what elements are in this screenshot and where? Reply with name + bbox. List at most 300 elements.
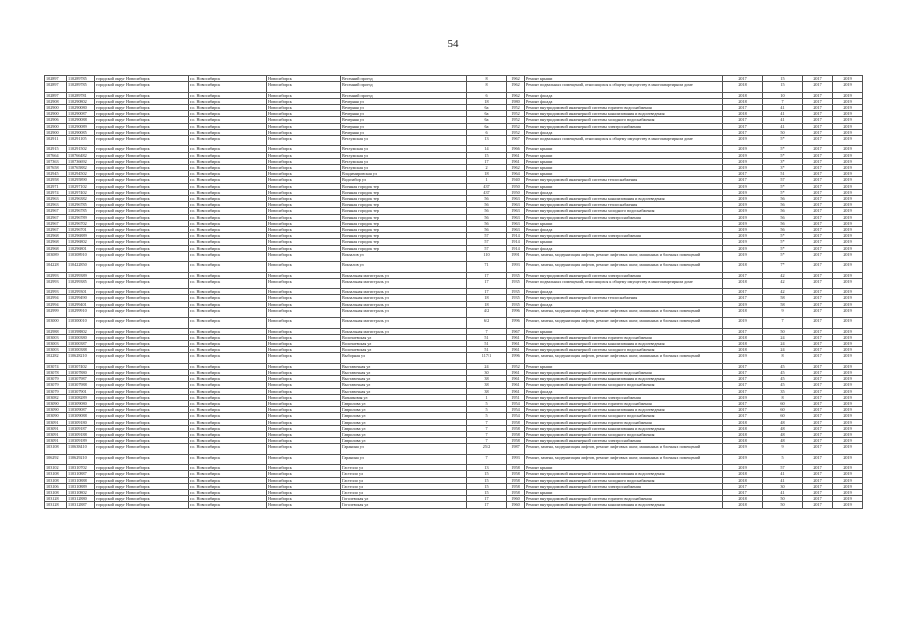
cell-street: Ветлужская ул: [341, 165, 467, 171]
cell-count: 7: [763, 318, 803, 328]
cell-count: 48: [763, 419, 803, 425]
cell-record-id: 110296801: [67, 245, 95, 251]
cell-house-number: 18: [467, 301, 507, 307]
capital-repair-table: [44, 75, 863, 509]
cell-plan-year: 2019: [723, 301, 763, 307]
cell-building-id: 106292: [45, 454, 67, 464]
cell-municipality: г.о. Новосибирск: [189, 388, 267, 394]
cell-period-end: 2019: [833, 183, 863, 189]
cell-plan-year: 2019: [723, 202, 763, 208]
cell-count: 50: [763, 129, 803, 135]
cell-house-number: 6а: [467, 111, 507, 117]
cell-municipality: г.о. Новосибирск: [189, 347, 267, 353]
cell-building-id: 102900: [45, 111, 67, 117]
cell-work-type: Ремонт внутридомовой инженерной системы электроснабжения: [525, 233, 723, 239]
cell-work-type: Ремонт фасада: [525, 227, 723, 233]
cell-build-year: 1964: [507, 171, 525, 177]
cell-city: Новосибирск: [267, 307, 341, 317]
cell-house-number: 38: [467, 376, 507, 382]
cell-work-type: Ремонт внутридомовой инженерной системы холодного водоснабжения: [525, 208, 723, 214]
cell-city: Новосибирск: [267, 425, 341, 431]
cell-record-id: 110290089: [67, 123, 95, 129]
cell-build-year: 1963: [507, 196, 525, 202]
cell-build-year: 1963: [507, 202, 525, 208]
cell-period-end: 2019: [833, 251, 863, 261]
cell-city: Новосибирск: [267, 202, 341, 208]
cell-district: городской округ Новосибирск: [95, 318, 189, 328]
cell-period-start: 2017: [803, 158, 833, 164]
cell-period-start: 2017: [803, 477, 833, 483]
cell-build-year: 1967: [507, 328, 525, 334]
cell-plan-year: 2018: [723, 262, 763, 272]
cell-period-start: 2017: [803, 490, 833, 496]
cell-plan-year: 2019: [723, 146, 763, 152]
cell-municipality: г.о. Новосибирск: [189, 295, 267, 301]
cell-plan-year: 2019: [723, 214, 763, 220]
cell-work-type: Ремонт крыши: [525, 239, 723, 245]
cell-record-id: 110308289: [67, 394, 95, 400]
cell-street: Ветлужская ул: [341, 136, 467, 146]
cell-plan-year: 2019: [723, 165, 763, 171]
cell-record-id: 110300388: [67, 347, 95, 353]
cell-city: Новосибирск: [267, 158, 341, 164]
cell-building-id: 103074: [45, 363, 67, 369]
cell-record-id: 110638410: [67, 444, 95, 454]
cell-period-start: 2017: [803, 117, 833, 123]
cell-count: 5*: [763, 136, 803, 146]
cell-municipality: г.о. Новосибирск: [189, 227, 267, 233]
cell-work-type: Ремонт фасада: [525, 301, 723, 307]
cell-street: Гастелло ул: [341, 490, 467, 496]
cell-street: Гаврилова ул: [341, 419, 467, 425]
cell-plan-year: 2017: [723, 388, 763, 394]
cell-municipality: г.о. Новосибирск: [189, 76, 267, 82]
cell-district: городской округ Новосибирск: [95, 152, 189, 158]
cell-house-number: 18: [467, 295, 507, 301]
cell-municipality: г.о. Новосибирск: [189, 483, 267, 489]
cell-build-year: 1935: [507, 289, 525, 295]
cell-house-number: 6: [467, 92, 507, 98]
cell-building-id: 102908: [45, 98, 67, 104]
cell-period-start: 2017: [803, 146, 833, 152]
cell-plan-year: 2019: [723, 136, 763, 146]
cell-municipality: г.о. Новосибирск: [189, 202, 267, 208]
cell-street: Военная городок тер: [341, 245, 467, 251]
cell-period-start: 2017: [803, 233, 833, 239]
cell-plan-year: 2017: [723, 272, 763, 278]
cell-count: 7*: [763, 262, 803, 272]
cell-build-year: 1940: [507, 177, 525, 183]
cell-district: городской округ Новосибирск: [95, 146, 189, 152]
cell-work-type: Ремонт подвальных помещений, относящихся к общему имуществу в многоквартирном доме: [525, 82, 723, 92]
cell-build-year: 1961: [507, 382, 525, 388]
cell-record-id: 110309088: [67, 413, 95, 419]
cell-count: 5*: [763, 189, 803, 195]
cell-city: Новосибирск: [267, 295, 341, 301]
cell-period-end: 2019: [833, 105, 863, 111]
table-row: [45, 82, 863, 92]
cell-period-end: 2019: [833, 382, 863, 388]
cell-municipality: г.о. Новосибирск: [189, 301, 267, 307]
cell-record-id: 110309188: [67, 432, 95, 438]
cell-period-end: 2019: [833, 98, 863, 104]
cell-work-type: Ремонт, замена, модернизация лифтов, ремонт лифтовых шахт, машинных и блочных помещений: [525, 318, 723, 328]
cell-record-id: 110290085: [67, 129, 95, 135]
cell-house-number: 7: [467, 432, 507, 438]
cell-street: Вокзальная магистраль ул: [341, 328, 467, 334]
cell-municipality: г.о. Новосибирск: [189, 318, 267, 328]
cell-record-id: 110297402: [67, 189, 95, 195]
cell-street: Военная городок тер: [341, 214, 467, 220]
cell-work-type: Ремонт крыши: [525, 490, 723, 496]
cell-district: городской округ Новосибирск: [95, 117, 189, 123]
cell-period-end: 2019: [833, 353, 863, 363]
cell-municipality: г.о. Новосибирск: [189, 382, 267, 388]
cell-house-number: 110: [467, 251, 507, 261]
cell-period-end: 2019: [833, 272, 863, 278]
cell-city: Новосибирск: [267, 171, 341, 177]
cell-city: Новосибирск: [267, 136, 341, 146]
cell-district: городской округ Новосибирск: [95, 136, 189, 146]
cell-city: Новосибирск: [267, 347, 341, 353]
cell-period-end: 2019: [833, 111, 863, 117]
cell-plan-year: 2018: [723, 432, 763, 438]
cell-count: 51: [763, 171, 803, 177]
cell-building-id: 103003: [45, 347, 67, 353]
cell-plan-year: 2017: [723, 76, 763, 82]
cell-period-end: 2019: [833, 407, 863, 413]
cell-count: 50: [763, 502, 803, 508]
cell-district: городской округ Новосибирск: [95, 370, 189, 376]
cell-build-year: 1961: [507, 334, 525, 340]
cell-record-id: 110295890: [67, 177, 95, 183]
cell-city: Новосибирск: [267, 401, 341, 407]
cell-count: 45: [763, 370, 803, 376]
cell-count: 48: [763, 425, 803, 431]
cell-house-number: 56: [467, 202, 507, 208]
cell-period-start: 2017: [803, 82, 833, 92]
cell-period-start: 2017: [803, 401, 833, 407]
cell-house-number: 437: [467, 183, 507, 189]
cell-record-id: 110765882: [67, 165, 95, 171]
cell-record-id: 110310889: [67, 483, 95, 489]
cell-work-type: Ремонт внутридомовой инженерной системы канализования и водоотведения: [525, 425, 723, 431]
cell-district: городской округ Новосибирск: [95, 295, 189, 301]
cell-building-id: 102967: [45, 214, 67, 220]
cell-period-start: 2017: [803, 483, 833, 489]
cell-record-id: 110296889: [67, 233, 95, 239]
cell-work-type: Ремонт внутридомовой инженерной системы холодного водоснабжения: [525, 413, 723, 419]
cell-plan-year: 2019: [723, 239, 763, 245]
cell-house-number: 15: [467, 477, 507, 483]
cell-work-type: Ремонт внутридомовой инженерной системы холодного водоснабжения: [525, 477, 723, 483]
cell-house-number: 57: [467, 239, 507, 245]
cell-period-end: 2019: [833, 202, 863, 208]
cell-municipality: г.о. Новосибирск: [189, 136, 267, 146]
cell-house-number: 25/2: [467, 444, 507, 454]
cell-plan-year: 2017: [723, 483, 763, 489]
cell-period-end: 2019: [833, 465, 863, 471]
cell-period-end: 2019: [833, 171, 863, 177]
cell-house-number: 17: [467, 289, 507, 295]
cell-record-id: 110307880: [67, 370, 95, 376]
cell-plan-year: 2017: [723, 289, 763, 295]
cell-plan-year: 2019: [723, 233, 763, 239]
cell-plan-year: 2018: [723, 419, 763, 425]
cell-plan-year: 2017: [723, 177, 763, 183]
cell-plan-year: 2018: [723, 438, 763, 444]
cell-district: городской округ Новосибирск: [95, 123, 189, 129]
cell-street: Вокзалов ул: [341, 251, 467, 261]
cell-count: 8: [763, 353, 803, 363]
cell-build-year: 1935: [507, 278, 525, 288]
cell-street: Гаранина ул: [341, 444, 467, 454]
cell-house-number: 5: [467, 407, 507, 413]
cell-district: городской округ Новосибирск: [95, 272, 189, 278]
cell-period-start: 2017: [803, 123, 833, 129]
cell-work-type: Ремонт крыши: [525, 183, 723, 189]
cell-work-type: Ремонт внутридомовой инженерной системы канализования и водоотведения: [525, 196, 723, 202]
cell-building-id: 102988: [45, 328, 67, 334]
cell-count: 7: [763, 98, 803, 104]
cell-period-start: 2017: [803, 189, 833, 195]
table-row: [45, 502, 863, 508]
cell-work-type: Ремонт внутридомовой инженерной системы горячего водоснабжения: [525, 419, 723, 425]
cell-period-end: 2019: [833, 117, 863, 123]
cell-street: Выставочная ул: [341, 382, 467, 388]
cell-count: 41: [763, 490, 803, 496]
cell-building-id: 102915: [45, 146, 67, 152]
cell-record-id: 110629210: [67, 454, 95, 464]
cell-plan-year: 2018: [723, 278, 763, 288]
cell-municipality: г.о. Новосибирск: [189, 165, 267, 171]
cell-count: 41: [763, 123, 803, 129]
cell-build-year: 1962: [507, 92, 525, 98]
cell-period-start: 2017: [803, 370, 833, 376]
cell-street: Весенний проезд: [341, 76, 467, 82]
cell-count: 30: [763, 483, 803, 489]
cell-city: Новосибирск: [267, 262, 341, 272]
cell-work-type: Ремонт внутридомовой инженерной системы теплоснабжения: [525, 177, 723, 183]
cell-municipality: г.о. Новосибирск: [189, 251, 267, 261]
cell-build-year: 1935: [507, 301, 525, 307]
cell-building-id: 103108: [45, 477, 67, 483]
cell-period-start: 2017: [803, 465, 833, 471]
cell-house-number: 6: [467, 129, 507, 135]
cell-period-end: 2019: [833, 471, 863, 477]
cell-count: 60: [763, 401, 803, 407]
cell-house-number: 437: [467, 189, 507, 195]
cell-district: городской округ Новосибирск: [95, 388, 189, 394]
cell-period-end: 2019: [833, 301, 863, 307]
cell-period-start: 2017: [803, 202, 833, 208]
cell-period-start: 2017: [803, 183, 833, 189]
cell-work-type: Ремонт крыши: [525, 220, 723, 226]
cell-plan-year: 2019: [723, 152, 763, 158]
cell-building-id: 103003: [45, 334, 67, 340]
cell-house-number: 6/2: [467, 318, 507, 328]
cell-period-end: 2019: [833, 76, 863, 82]
cell-district: городской округ Новосибирск: [95, 401, 189, 407]
cell-build-year: 1958: [507, 465, 525, 471]
cell-municipality: г.о. Новосибирск: [189, 111, 267, 117]
cell-district: городской округ Новосибирск: [95, 413, 189, 419]
cell-period-start: 2017: [803, 394, 833, 400]
cell-district: городской округ Новосибирск: [95, 158, 189, 164]
cell-period-start: 2017: [803, 214, 833, 220]
cell-building-id: 102994: [45, 295, 67, 301]
cell-city: Новосибирск: [267, 394, 341, 400]
cell-count: 58: [763, 301, 803, 307]
cell-work-type: Ремонт, замена, модернизация лифтов, ремонт лифтовых шахт, машинных и блочных помещений: [525, 454, 723, 464]
cell-period-end: 2019: [833, 394, 863, 400]
cell-period-start: 2017: [803, 98, 833, 104]
cell-building-id: 102971: [45, 183, 67, 189]
cell-period-start: 2017: [803, 289, 833, 295]
cell-plan-year: 2019: [723, 220, 763, 226]
cell-build-year: 1935: [507, 272, 525, 278]
cell-record-id: 110296802: [67, 239, 95, 245]
cell-record-id: 110312880: [67, 496, 95, 502]
cell-city: Новосибирск: [267, 272, 341, 278]
cell-plan-year: 2018: [723, 334, 763, 340]
cell-period-end: 2019: [833, 165, 863, 171]
cell-work-type: Ремонт внутридомовой инженерной системы горячего водоснабжения: [525, 496, 723, 502]
table-row: [45, 318, 863, 328]
cell-house-number: 1: [467, 394, 507, 400]
cell-district: городской округ Новосибирск: [95, 92, 189, 98]
cell-building-id: 102963: [45, 196, 67, 202]
cell-record-id: 110294502: [67, 171, 95, 177]
cell-house-number: 38: [467, 382, 507, 388]
cell-plan-year: 2017: [723, 328, 763, 334]
cell-count: 5*: [763, 152, 803, 158]
cell-build-year: 1993: [507, 262, 525, 272]
cell-period-start: 2017: [803, 454, 833, 464]
cell-house-number: 38: [467, 388, 507, 394]
cell-street: Выборная ул: [341, 353, 467, 363]
cell-count: 3*: [763, 158, 803, 164]
cell-record-id: 110299389: [67, 272, 95, 278]
cell-street: Владимировская ул: [341, 171, 467, 177]
cell-record-id: 110309087: [67, 407, 95, 413]
cell-period-end: 2019: [833, 239, 863, 245]
cell-city: Новосибирск: [267, 483, 341, 489]
cell-municipality: г.о. Новосибирск: [189, 407, 267, 413]
cell-house-number: 56: [467, 227, 507, 233]
cell-house-number: 13: [467, 465, 507, 471]
cell-count: 5*: [763, 146, 803, 152]
cell-period-end: 2019: [833, 444, 863, 454]
cell-city: Новосибирск: [267, 117, 341, 123]
cell-work-type: Ремонт крыши: [525, 171, 723, 177]
cell-plan-year: 2019: [723, 318, 763, 328]
cell-street: Вокзальная магистраль ул: [341, 307, 467, 317]
cell-build-year: 1951: [507, 394, 525, 400]
cell-period-end: 2019: [833, 92, 863, 98]
cell-house-number: 71: [467, 262, 507, 272]
cell-period-end: 2019: [833, 490, 863, 496]
cell-record-id: 110312887: [67, 502, 95, 508]
cell-period-end: 2019: [833, 419, 863, 425]
cell-build-year: 1958: [507, 477, 525, 483]
cell-period-end: 2019: [833, 425, 863, 431]
cell-period-start: 2017: [803, 111, 833, 117]
cell-record-id: 110307988: [67, 382, 95, 388]
cell-period-start: 2017: [803, 177, 833, 183]
cell-count: 41: [763, 117, 803, 123]
cell-build-year: 1950: [507, 189, 525, 195]
cell-municipality: г.о. Новосибирск: [189, 82, 267, 92]
cell-period-start: 2017: [803, 262, 833, 272]
cell-municipality: г.о. Новосибирск: [189, 341, 267, 347]
cell-street: Военная городок тер: [341, 208, 467, 214]
cell-period-start: 2017: [803, 318, 833, 328]
cell-municipality: г.о. Новосибирск: [189, 196, 267, 202]
cell-count: 9: [763, 444, 803, 454]
cell-building-id: 103079: [45, 388, 67, 394]
cell-house-number: 18: [467, 98, 507, 104]
cell-record-id: 110296382: [67, 196, 95, 202]
cell-count: 10: [763, 92, 803, 98]
cell-building-id: 102968: [45, 239, 67, 245]
cell-district: городской округ Новосибирск: [95, 301, 189, 307]
cell-count: 15: [763, 76, 803, 82]
cell-period-end: 2019: [833, 227, 863, 233]
cell-street: Военная городок тер: [341, 227, 467, 233]
cell-city: Новосибирск: [267, 370, 341, 376]
cell-city: Новосибирск: [267, 490, 341, 496]
cell-plan-year: 2017: [723, 295, 763, 301]
cell-build-year: 1961: [507, 158, 525, 164]
cell-work-type: Ремонт внутридомовой инженерной системы холодного водоснабжения: [525, 347, 723, 353]
cell-street: Вечерняя ул: [341, 117, 467, 123]
cell-municipality: г.о. Новосибирск: [189, 370, 267, 376]
cell-building-id: 102945: [45, 171, 67, 177]
cell-district: городской округ Новосибирск: [95, 454, 189, 464]
cell-city: Новосибирск: [267, 227, 341, 233]
cell-plan-year: 2018: [723, 111, 763, 117]
cell-work-type: Ремонт внутридомовой инженерной системы холодного водоснабжения: [525, 382, 723, 388]
cell-period-end: 2019: [833, 214, 863, 220]
cell-count: 56: [763, 196, 803, 202]
cell-record-id: 110290088: [67, 117, 95, 123]
cell-district: городской округ Новосибирск: [95, 208, 189, 214]
cell-record-id: 110290080: [67, 105, 95, 111]
cell-count: 15: [763, 82, 803, 92]
cell-record-id: 110422850: [67, 262, 95, 272]
cell-plan-year: 2019: [723, 454, 763, 464]
cell-plan-year: 2017: [723, 401, 763, 407]
cell-work-type: Ремонт, замена, модернизация лифтов, ремонт лифтовых шахт, машинных и блочных помещений: [525, 444, 723, 454]
cell-record-id: 110290087: [67, 111, 95, 117]
cell-house-number: 6а: [467, 117, 507, 123]
cell-period-start: 2017: [803, 502, 833, 508]
cell-city: Новосибирск: [267, 363, 341, 369]
cell-period-start: 2017: [803, 347, 833, 353]
cell-count: 50: [763, 496, 803, 502]
cell-record-id: 110296701: [67, 227, 95, 233]
cell-build-year: 1914: [507, 239, 525, 245]
cell-period-end: 2019: [833, 454, 863, 464]
cell-period-end: 2019: [833, 158, 863, 164]
table-row: [45, 307, 863, 317]
cell-period-start: 2017: [803, 353, 833, 363]
cell-municipality: г.о. Новосибирск: [189, 477, 267, 483]
cell-plan-year: 2017: [723, 407, 763, 413]
cell-plan-year: 2017: [723, 382, 763, 388]
cell-plan-year: 2019: [723, 251, 763, 261]
